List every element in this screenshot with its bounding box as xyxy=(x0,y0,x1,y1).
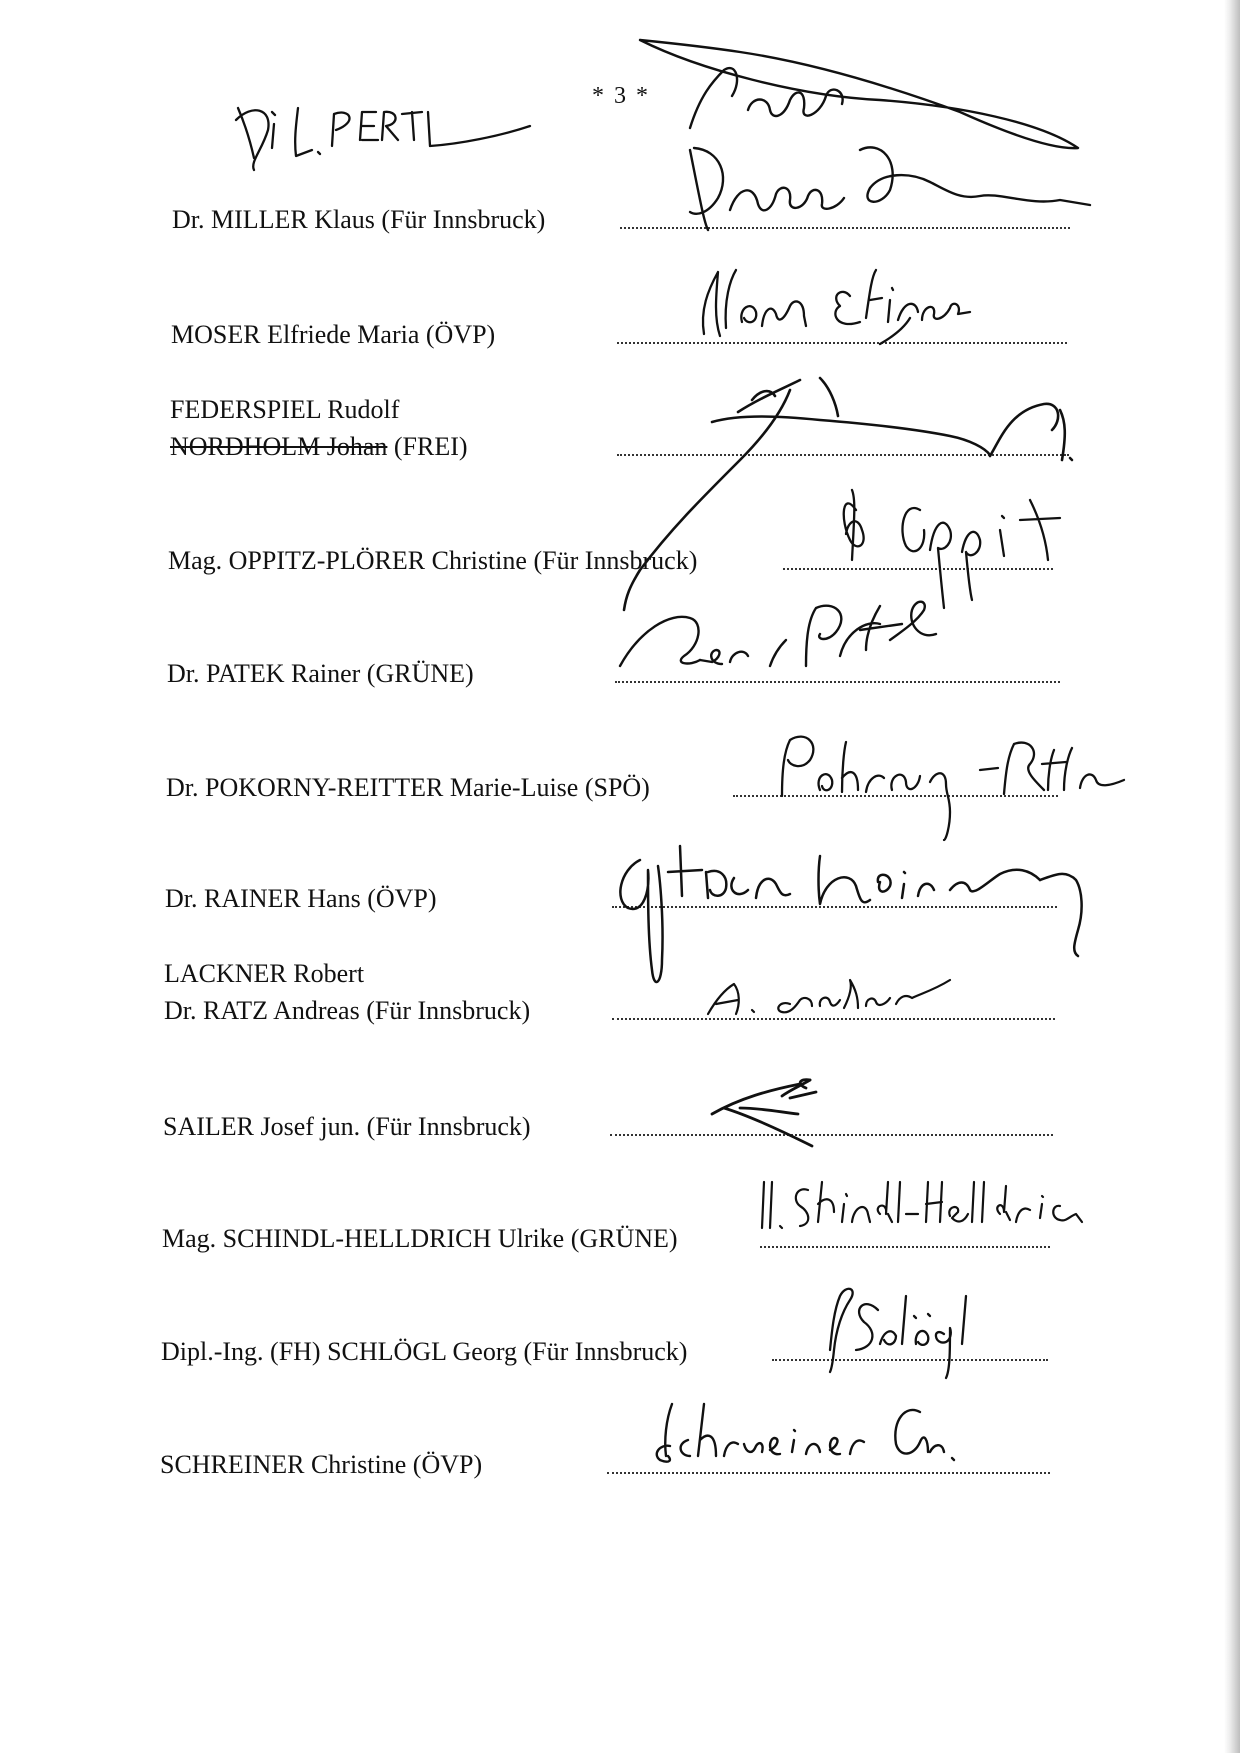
signatory-name-patek: Dr. PATEK Rainer (GRÜNE) xyxy=(167,659,474,688)
signature-schreiner xyxy=(657,1404,954,1462)
signature-line-schloegl xyxy=(772,1359,1048,1361)
signature-line-schindl-helldrich xyxy=(760,1246,1050,1248)
struck-name-nordholm: NORDHOLM Johan xyxy=(170,432,388,461)
signatory-name-ratz: Dr. RATZ Andreas (Für Innsbruck) xyxy=(164,996,531,1025)
signature-line-federspiel xyxy=(617,454,1069,456)
signature-sailer xyxy=(712,1080,816,1146)
signatory-name-rainer: Dr. RAINER Hans (ÖVP) xyxy=(165,884,437,913)
signature-miller xyxy=(640,40,1090,230)
signature-lackner xyxy=(708,980,950,1014)
signatory-name-nordholm-line xyxy=(170,428,468,465)
signatory-name-pokorny-reitter: Dr. POKORNY-REITTER Marie-Luise (SPÖ) xyxy=(166,773,650,802)
signature-line-schreiner xyxy=(607,1472,1050,1474)
signature-line-oppitz-ploerer xyxy=(783,568,1053,570)
signatory-name-schloegl: Dipl.-Ing. (FH) SCHLÖGL Georg (Für Innsbruck) xyxy=(161,1337,688,1366)
signature-line-ratz xyxy=(612,1018,1055,1020)
signature-line-moser xyxy=(617,342,1067,344)
signature-line-pokorny-reitter xyxy=(733,795,1058,797)
signature-pokorny-reitter xyxy=(782,737,1124,840)
signature-rainer xyxy=(620,846,1081,982)
page-edge-shadow xyxy=(1224,0,1240,1753)
party-frei: (FREI) xyxy=(387,432,468,461)
signature-line-patek xyxy=(615,681,1060,683)
signatory-name-schindl-helldrich: Mag. SCHINDL-HELLDRICH Ulrike (GRÜNE) xyxy=(162,1224,678,1253)
signatory-name-schreiner: SCHREINER Christine (ÖVP) xyxy=(160,1450,483,1479)
signature-moser xyxy=(703,270,970,344)
signatory-name-moser: MOSER Elfriede Maria (ÖVP) xyxy=(171,320,496,349)
signature-line-rainer xyxy=(612,906,1057,908)
signatory-name-miller: Dr. MILLER Klaus (Für Innsbruck) xyxy=(172,205,546,234)
handwritten-annotation-pertl xyxy=(236,108,530,170)
signature-schloegl xyxy=(830,1289,966,1378)
signatory-name-oppitz-ploerer: Mag. OPPITZ-PLÖRER Christine (Für Innsbruck) xyxy=(168,546,698,575)
signature-line-miller xyxy=(620,227,1070,229)
signature-oppitz-ploerer xyxy=(844,490,1060,608)
signature-schindl-helldrich xyxy=(762,1182,1082,1228)
page-number: * 3 * xyxy=(592,83,650,109)
signature-line-sailer xyxy=(610,1134,1053,1136)
signatory-name-sailer: SAILER Josef jun. (Für Innsbruck) xyxy=(163,1112,531,1141)
signatory-name-lackner: LACKNER Robert xyxy=(164,959,365,988)
signatory-name-federspiel: FEDERSPIEL Rudolf xyxy=(170,395,400,424)
signature-patek xyxy=(620,602,936,666)
